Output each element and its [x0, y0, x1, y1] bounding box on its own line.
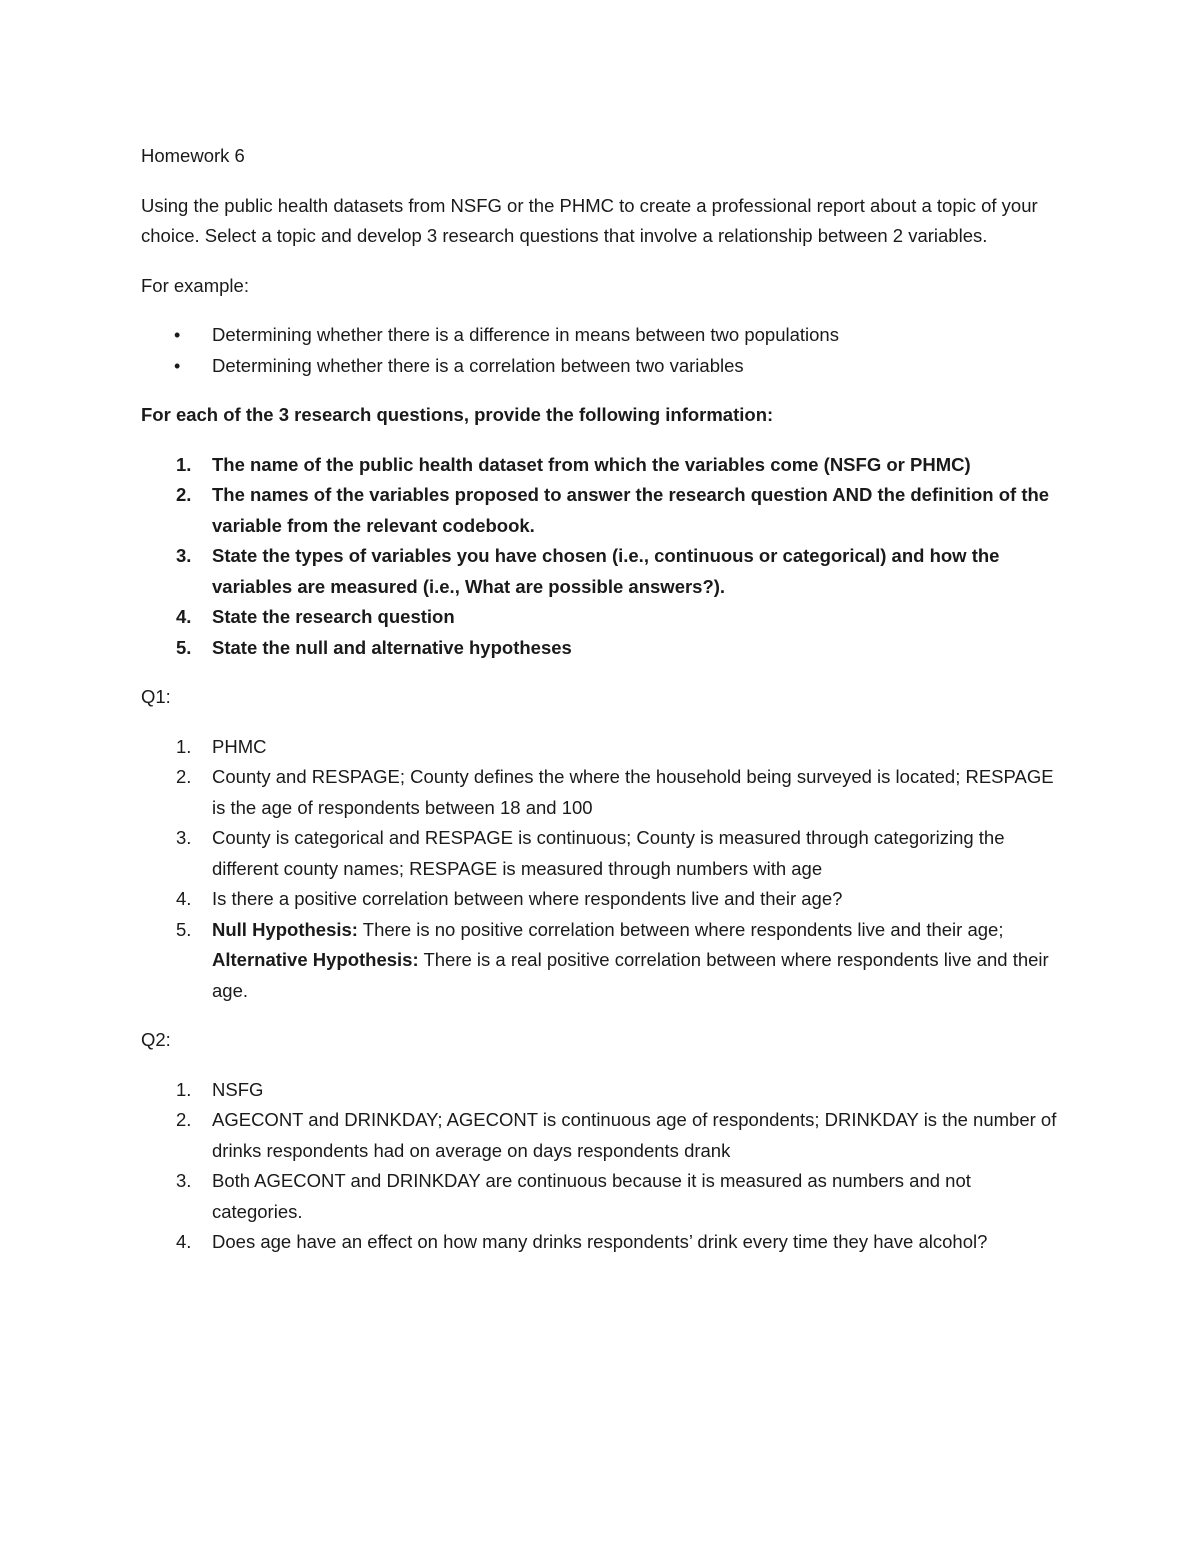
q2-answer-list	[141, 1075, 1061, 1258]
item-number: 4.	[176, 1231, 192, 1252]
list-item	[141, 884, 1061, 915]
list-item	[141, 541, 1061, 602]
alternative-hypothesis-text: There is a real positive correlation between where respondents live and their age.	[212, 949, 1049, 1001]
list-item	[141, 915, 1061, 1007]
item-number: 1.	[176, 453, 192, 475]
null-hypothesis-text: There is no positive correlation between where respondents live and their age;	[357, 918, 1004, 940]
q1-answer-list	[141, 732, 1061, 1007]
list-item	[141, 1075, 1061, 1106]
item-number: 2.	[176, 766, 192, 787]
list-item	[141, 351, 1061, 382]
item-number: 2.	[176, 1109, 192, 1130]
item-number: 1.	[176, 735, 192, 757]
item-text: The names of the variables proposed to answer the research question AND the definition of the variable from the relevant codebook.	[212, 484, 1050, 536]
q1-label: Q1:	[141, 686, 171, 707]
list-item	[141, 762, 1061, 823]
item-text: County is categorical and RESPAGE is continuous; County is measured through categorizing the different county names; RESPAGE is measured through numbers with age	[212, 827, 1005, 879]
item-number: 3.	[176, 1170, 192, 1191]
list-item	[141, 1166, 1061, 1227]
item-number: 3.	[176, 827, 192, 848]
item-text: Does age have an effect on how many drinks respondents’ drink every time they have alcohol?	[212, 1231, 988, 1252]
item-number: 2.	[176, 484, 192, 505]
list-item	[141, 450, 1061, 481]
item-text: NSFG	[212, 1078, 264, 1100]
item-number: 1.	[176, 1078, 192, 1100]
item-number: 5.	[176, 918, 192, 940]
instructions-heading: For each of the 3 research questions, provide the following information:	[141, 404, 774, 425]
bullet-icon: •	[174, 355, 181, 376]
bullet-icon: •	[174, 325, 181, 345]
alternative-hypothesis-label: Alternative Hypothesis:	[212, 949, 419, 970]
item-number: 5.	[176, 636, 192, 658]
example-list	[141, 320, 1061, 381]
item-number: 4.	[176, 888, 192, 909]
list-item	[141, 1105, 1061, 1166]
null-hypothesis-label: Null Hypothesis:	[212, 918, 358, 940]
list-item	[141, 1227, 1061, 1258]
item-text: State the research question	[212, 606, 455, 627]
item-text: State the types of variables you have chosen (i.e., continuous or categorical) and how the variables are measured (i.e., What are possible answers?).	[212, 545, 1000, 597]
item-text: State the null and alternative hypotheses	[212, 636, 572, 658]
list-item	[141, 823, 1061, 884]
item-number: 4.	[176, 606, 192, 627]
document-title: Homework 6	[141, 145, 245, 166]
item-text: PHMC	[212, 735, 267, 757]
list-item	[141, 320, 1061, 351]
item-text: Both AGECONT and DRINKDAY are continuous because it is measured as numbers and not categories.	[212, 1170, 971, 1222]
document-body	[141, 141, 1061, 1277]
list-item	[141, 633, 1061, 664]
for-example-label: For example:	[141, 274, 249, 296]
item-text: The name of the public health dataset from which the variables come (NSFG or PHMC)	[212, 453, 971, 475]
list-item	[141, 602, 1061, 633]
example-text: Determining whether there is a correlation between two variables	[212, 354, 744, 376]
example-text: Determining whether there is a difference in means between two populations	[212, 324, 839, 345]
instructions-list	[141, 450, 1061, 664]
item-text: Is there a positive correlation between where respondents live and their age?	[212, 888, 843, 909]
item-number: 3.	[176, 545, 192, 566]
item-text: County and RESPAGE; County defines the where the household being surveyed is located; RESPAGE is the age of respondents between 18 and 100	[212, 766, 1054, 818]
list-item	[141, 480, 1061, 541]
list-item	[141, 732, 1061, 763]
intro-paragraph: Using the public health datasets from NSFG or the PHMC to create a professional report about a topic of your choice. Select a topic and develop 3 research questions that involve a relationship between 2 variables.	[141, 194, 1038, 246]
item-text: AGECONT and DRINKDAY; AGECONT is continuous age of respondents; DRINKDAY is the number of drinks respondents had on average on days respondents drank	[212, 1109, 1057, 1161]
q2-label: Q2:	[141, 1029, 171, 1050]
